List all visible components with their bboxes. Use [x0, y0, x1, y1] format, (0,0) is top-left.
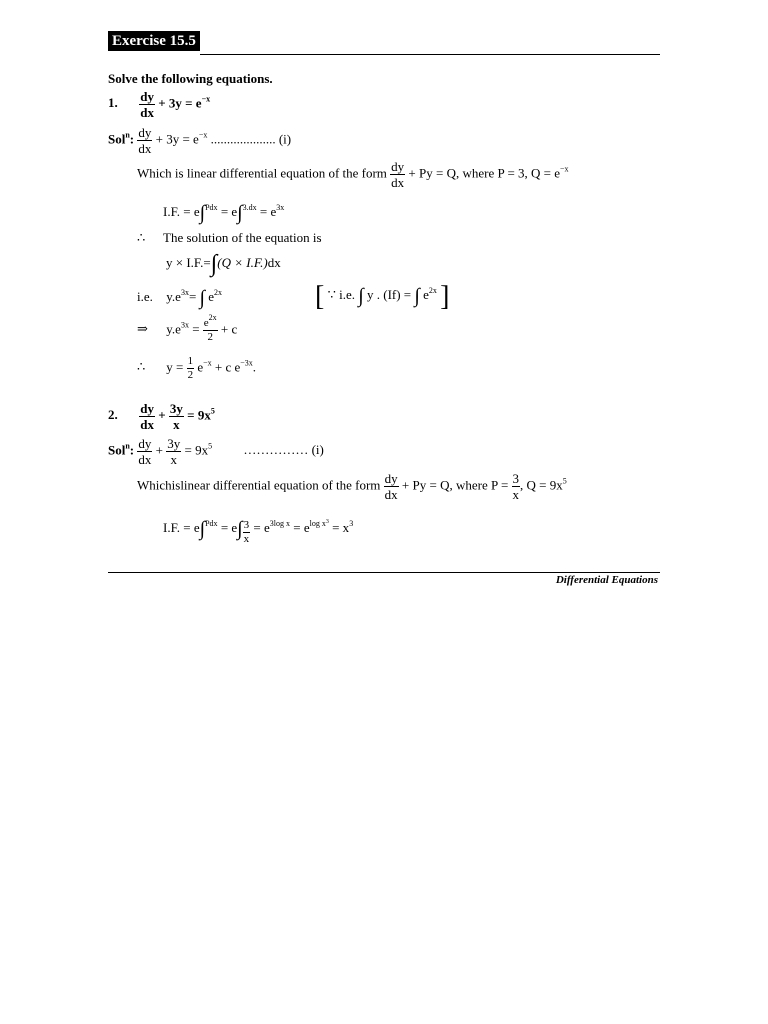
right-bracket: ]	[440, 281, 450, 312]
dy-dx-fraction: $\frac{dy}{dx}$	[140, 401, 154, 432]
therefore-symbol: ∴	[137, 230, 146, 245]
instruction: Solve the following equations.	[108, 71, 273, 86]
linear-form-line-1: Which is linear differential equation of the form $\frac{dy}{dx}$ + Py = Q, where P = 3, $Q = e^{-x}$	[137, 159, 569, 190]
equation-tag: .................... (i)	[210, 131, 292, 147]
footer-title: Differential Equations	[555, 574, 658, 586]
half-fraction: $\frac{1}{2}$	[187, 355, 194, 381]
dy-dx-fraction: $\frac{dy}{dx}$	[138, 436, 152, 467]
dy-dx-fraction: $\frac{dy}{dx}$	[140, 89, 154, 120]
dy-dx-fraction: $\frac{dy}{dx}$	[138, 125, 152, 156]
3y-over-x-fraction: $\frac{3y}{x}$	[169, 401, 183, 432]
integral-sign: ∫	[210, 251, 218, 277]
therefore-symbol: ∴	[137, 359, 146, 375]
integral-sign: ∫	[237, 202, 243, 224]
3-over-x-fraction: $\frac{3}{x}$	[243, 519, 250, 545]
therefore-line-1: ∴ The solution of the equation is	[137, 230, 322, 245]
left-bracket: [	[315, 281, 325, 312]
exercise-title: Exercise 15.5	[108, 31, 200, 51]
implies-symbol: ⇒	[137, 321, 148, 337]
e2x-over-2-fraction: $\frac{e^{2x}}{2}$	[203, 313, 217, 343]
integrating-factor-2: I.F. = e∫$^{Pdx}$ = e∫ $\frac{3}{x}$ = $e^{3log x} = e^{log x^3} = x^3$	[163, 518, 354, 545]
dy-dx-fraction: $\frac{dy}{dx}$	[384, 471, 398, 502]
solution-2-equation: Sol$^n$: $\frac{dy}{dx}$ + $\frac{3y}{x}$ = $9x^5$ …………… (i)	[108, 436, 324, 467]
integral-sign: ∫	[237, 518, 243, 540]
3-over-x-fraction: $\frac{3}{x}$	[512, 471, 520, 502]
because-note: [ ∵ i.e. ∫ y . (If) = ∫ $e^{2x}$ ]	[315, 281, 450, 312]
question-number: 1.	[108, 95, 118, 111]
question-1: 1. $\frac{dy}{dx}$ + $3y = e^{-x}$	[108, 89, 211, 120]
integral-sign: ∫	[199, 518, 206, 540]
question-number: 2.	[108, 407, 118, 423]
question-2: 2. $\frac{dy}{dx}$ + $\frac{3y}{x}$ = $9x^5$	[108, 401, 215, 432]
sol-label: Sol	[108, 131, 126, 147]
integral-sign: ∫	[199, 202, 206, 224]
general-solution-formula: y × I.F.=∫(Q × I.F.)dx	[166, 251, 281, 277]
linear-form-line-2: Whichislinear differential equation of the form $\frac{dy}{dx}$ + Py = Q, where P = $\frac{3}{x}$ , $Q = 9x^5$	[137, 471, 567, 502]
integral-sign: ∫	[199, 287, 206, 309]
implies-line: ⇒ $y.e^{3x}$ = $\frac{e^{2x}}{2}$ + c	[137, 313, 238, 343]
integral-sign: ∫	[414, 285, 420, 307]
3y-over-x-fraction: $\frac{3y}{x}$	[167, 436, 181, 467]
header-rule	[200, 54, 660, 55]
ie-line: i.e. $y.e^{3x}=$ ∫ $e^{2x}$	[137, 287, 223, 309]
footer-rule	[108, 572, 660, 573]
dy-dx-fraction: $\frac{dy}{dx}$	[391, 159, 405, 190]
solution-1-equation: Sol$^n$: $\frac{dy}{dx}$ + $3y = e^{-x}$ .................... (i)	[108, 125, 292, 156]
equation-tag: …………… (i)	[243, 442, 324, 458]
integral-sign: ∫	[358, 285, 364, 307]
integrating-factor-1: I.F. = $e\int^{Pdx} = e\int^{3.dx} = e^{3x}$	[163, 202, 285, 224]
final-solution-1: ∴ y = $\frac{1}{2}$ $e^{-x} + c$ $e^{-3x}$.	[137, 355, 257, 381]
sol-label: Sol	[108, 442, 126, 458]
